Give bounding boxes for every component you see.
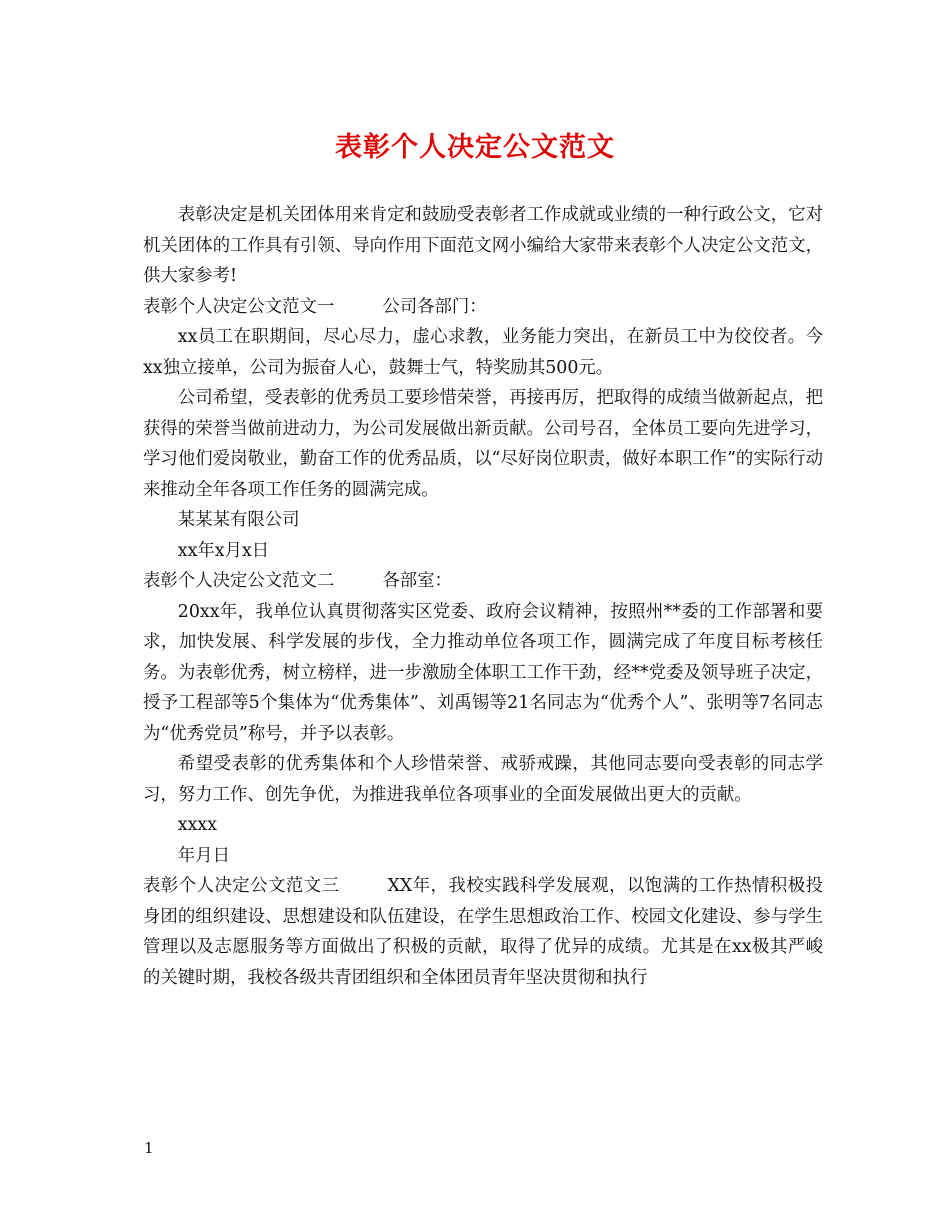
paragraph <box>143 505 823 536</box>
paragraph <box>143 536 823 567</box>
paragraph <box>143 810 823 841</box>
section-heading: 表彰个人决定公文范文二 <box>143 571 335 591</box>
paragraph <box>143 871 823 993</box>
paragraph-text: XX年，我校实践科学发展观，以饱满的工作热情积极投身团的组织建设、思想建设和队伍建设，在学生思想政治工作、校园文化建设、参与学生管理以及志愿服务等方面做出了积极的贡献，取得了优异的成绩。尤其是在xx极其严峻的关键时期，我校各级共青团组织和全体团员青年坚决贯彻和执行 <box>143 876 823 988</box>
paragraph <box>143 383 823 505</box>
paragraph <box>143 292 823 323</box>
paragraph-text: 20xx年，我单位认真贯彻落实区党委、政府会议精神，按照州**委的工作部署和要求，加快发展、科学发展的步伐，全力推动单位各项工作，圆满完成了年度目标考核任务。为表彰优秀，树立榜样，进一步激励全体职工工作干劲，经**党委及领导班子决定，授予工程部等5个集体为“优秀集体”、刘禹锡等21名同志为“优秀个人”、张明等7名同志为“优秀党员”称号，并予以表彰。 <box>143 601 823 744</box>
paragraph-text: 公司希望，受表彰的优秀员工要珍惜荣誉，再接再厉，把取得的成绩当做新起点，把获得的荣誉当做前进动力，为公司发展做出新贡献。公司号召，全体员工要向先进学习，学习他们爱岗敬业，勤奋工作的优秀品质，以“尽好岗位职责，做好本职工作”的实际行动来推动全年各项工作任务的圆满完成。 <box>143 388 823 500</box>
paragraph-text: 表彰决定是机关团体用来肯定和鼓励受表彰者工作成就或业绩的一种行政公文，它对机关团体的工作具有引领、导向作用下面范文网小编给大家带来表彰个人决定公文范文，供大家参考! <box>143 205 823 286</box>
paragraph <box>143 841 823 872</box>
document-body <box>143 200 823 993</box>
paragraph <box>143 597 823 750</box>
paragraph-text: 希望受表彰的优秀集体和个人珍惜荣誉、戒骄戒躁，其他同志要向受表彰的同志学习，努力工作、创先争优，为推进我单位各项事业的全面发展做出更大的贡献。 <box>143 754 823 805</box>
paragraph <box>143 200 823 292</box>
paragraph <box>143 566 823 597</box>
section-heading: 表彰个人决定公文范文三 <box>143 876 340 896</box>
document-title: 表彰个人决定公文范文 <box>335 132 615 163</box>
paragraph <box>143 749 823 810</box>
paragraph <box>143 322 823 383</box>
paragraph-text: 年月日 <box>177 845 230 866</box>
page-number: 1 <box>144 1139 154 1157</box>
paragraph-text: 某某某有限公司 <box>177 510 300 530</box>
paragraph-text: 公司各部门： <box>382 296 487 317</box>
section-heading: 表彰个人决定公文范文一 <box>143 296 335 317</box>
paragraph-text: 各部室： <box>382 571 452 591</box>
paragraph-text: xx员工在职期间，尽心尽力，虚心求教，业务能力突出，在新员工中为佼佼者。今xx独立接单，公司为振奋人心，鼓舞士气，特奖励其500元。 <box>143 327 823 378</box>
paragraph-text: xx年x月x日 <box>177 540 270 561</box>
paragraph-text: xxxx <box>177 815 218 835</box>
